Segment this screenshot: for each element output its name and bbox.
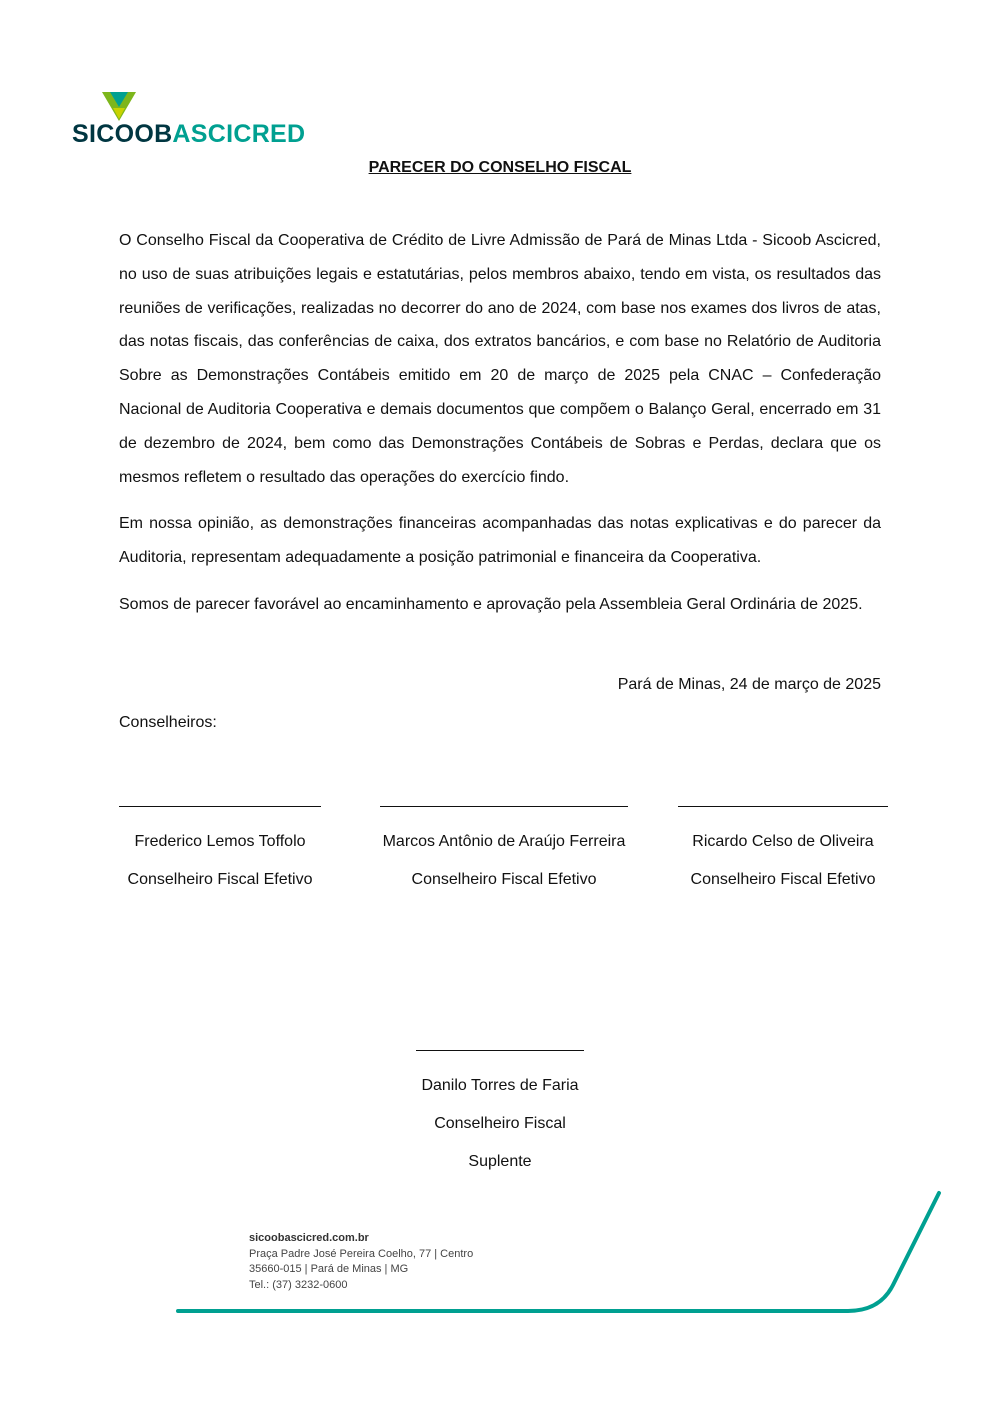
footer-contact xyxy=(249,1231,473,1293)
logo-wordmark-part1: SICOOB xyxy=(72,120,173,148)
signer-role: Conselheiro Fiscal Efetivo xyxy=(411,871,597,888)
paragraph-recommendation: Somos de parecer favorável ao encaminhamento e aprovação pela Assembleia Geral Ordinária de 2025. xyxy=(119,596,863,613)
signer-role: Conselheiro Fiscal Efetivo xyxy=(690,871,876,888)
signer-role-detail: Suplente xyxy=(468,1153,532,1170)
signature-line xyxy=(678,806,888,807)
signer-name: Frederico Lemos Toffolo xyxy=(134,833,306,850)
logo-triangle-icon xyxy=(102,92,136,122)
footer-website: sicoobascicred.com.br xyxy=(249,1232,369,1244)
paragraph-opinion-intro: O Conselho Fiscal da Cooperativa de Crédito de Livre Admissão de Pará de Minas Ltda - Sicoob Ascicred, no uso de suas atribuições legais e estatutárias, pelos membros abaixo, tendo em vista, os resultados das reuniões de verificações, realizadas no decorrer do ano de 2024, com base nos exames dos livros de atas, das notas fiscais, das conferências de caixa, dos extratos bancários, e com base no Relatório de Auditoria Sobre as Demonstrações Contábeis emitido em 20 de março de 2025 pela CNAC – Confederação Nacional de Auditoria Cooperativa e demais documentos que compõem o Balanço Geral, encerrado em 31 de dezembro de 2024, bem como das Demonstrações Contábeis de Sobras e Perdas, declara que os mesmos refletem o resultado das operações do exercício findo. xyxy=(119,232,881,486)
logo-wordmark xyxy=(72,120,305,149)
document-title: PARECER DO CONSELHO FISCAL xyxy=(368,159,632,176)
footer-address: Praça Padre José Pereira Coelho, 77 | Centro xyxy=(249,1247,474,1260)
signer-role: Conselheiro Fiscal Efetivo xyxy=(127,871,313,888)
signer-name: Ricardo Celso de Oliveira xyxy=(692,833,874,850)
signature-line xyxy=(119,806,321,807)
signature-block xyxy=(678,806,888,892)
footer-phone: Tel.: (37) 3232-0600 xyxy=(249,1278,348,1291)
signature-line xyxy=(416,1050,584,1051)
signature-line xyxy=(380,806,628,807)
signer-name: Marcos Antônio de Araújo Ferreira xyxy=(382,833,626,850)
signature-block xyxy=(119,806,321,892)
paragraph-opinion: Em nossa opinião, as demonstrações financeiras acompanhadas das notas explicativas e do parecer da Auditoria, representam adequadamente a posição patrimonial e financeira da Cooperativa. xyxy=(119,515,881,566)
logo-wordmark-part2: ASCICRED xyxy=(172,120,306,148)
signature-block xyxy=(380,806,628,892)
signer-role: Conselheiro Fiscal xyxy=(434,1115,566,1132)
footer-city: 35660-015 | Pará de Minas | MG xyxy=(249,1263,409,1275)
signer-name: Danilo Torres de Faria xyxy=(421,1077,579,1094)
signers-label: Conselheiros: xyxy=(119,714,217,731)
signature-block-alternate xyxy=(416,1050,584,1174)
date-line: Pará de Minas, 24 de março de 2025 xyxy=(617,676,881,693)
sicoob-ascicred-logo xyxy=(72,92,306,148)
